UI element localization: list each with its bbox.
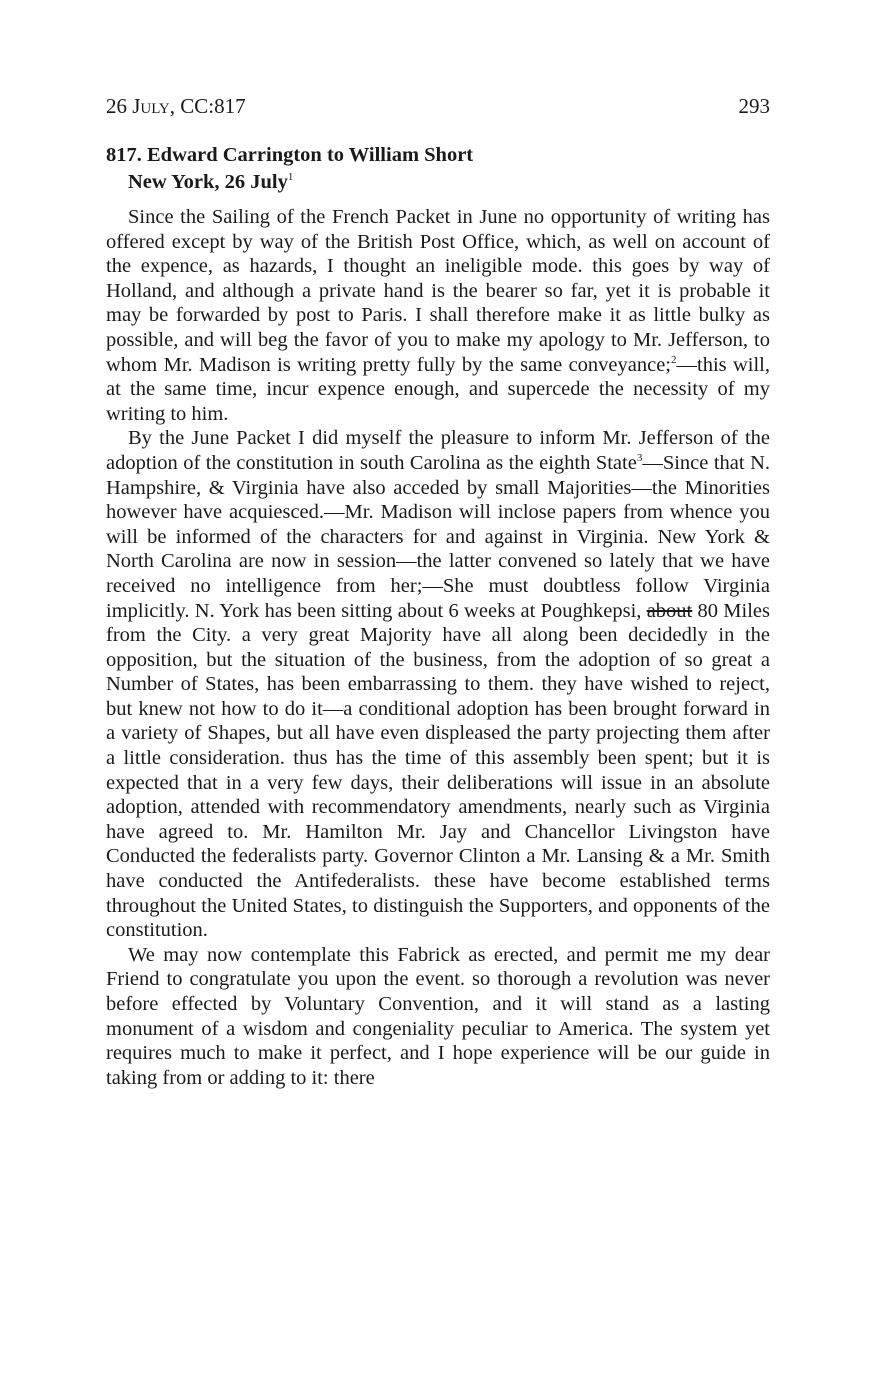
heading-place-date-text: New York, 26 July — [128, 171, 288, 193]
document-heading — [106, 142, 770, 196]
page-number: 293 — [738, 94, 770, 118]
paragraph-text: 80 Miles from the City. a very great Majority have all along been decidedly in the opposition, but the situation of the business, from the adoption of so great a Number of States, has been embarrassing to them. they have wished to reject, but knew not how to do it—a conditional adoption has been brought forward in a variety of Shapes, but all have even displeased the party projecting them after a little consideration. thus has the time of this assembly been spent; but it is expected that in a very few days, their deliberations will issue in an absolute adoption, attended with recommendatory amendments, nearly such as Virginia have agreed to. Mr. Hamilton Mr. Jay and Chancellor Livingston have Conducted the federalists party. Governor Clinton a Mr. Lansing & a Mr. Smith have conducted the Antifederalists. these have become established terms throughout the United States, to distinguish the Supporters, and opponents of the constitution. — [106, 599, 770, 942]
paragraph-text: —Since that N. Hampshire, & Virginia have also acceded by small Majorities—the Minorities however have acquiesced.—Mr. Madison will inclose papers from whence you will be informed of the characters for and against in Virginia. New York & North Carolina are now in session—the latter convened so lately that we have received no intelligence from her;—She must doubtless follow Virginia implicitly. N. York has been sitting about 6 weeks at Poughkepsi, — [106, 451, 770, 622]
struck-text: about — [646, 599, 693, 622]
running-head-day: 26 — [106, 94, 133, 118]
paragraph-text: —this will, at the same time, incur expence enough, and supercede the necessity of my writing to him. — [106, 353, 770, 425]
paragraph-text: We may now contemplate this Fabrick as erected, and permit me my dear Friend to congratulate you upon the event. so thorough a revolution was never before effected by Voluntary Convention, and it will stand as a lasting monument of a wisdom and congeniality peculiar to America. The system yet requires much to make it perfect, and I hope experience will be our guide in taking from or adding to it: there — [106, 943, 770, 1089]
letter-body — [106, 205, 770, 1090]
footnote-ref: 2 — [671, 353, 677, 366]
paragraph-text: By the June Packet I did myself the pleasure to inform Mr. Jefferson of the adoption of the constitution in south Carolina as the eighth State — [106, 427, 770, 474]
running-head-reference — [106, 92, 246, 120]
heading-title: 817. Edward Carrington to William Short — [106, 144, 474, 166]
paragraph-text: Since the Sailing of the French Packet in June no opportunity of writing has offered except by way of the British Post Office, which, as well on account of the expence, as hazards, I thought an ineligible mode. this goes by way of Holland, and although a private hand is the bearer so far, yet it is probable it may be forwarded by post to Paris. I shall therefore make it as little bulky as possible, and will beg the favor of you to make my apology to Mr. Jefferson, to whom Mr. Madison is writing pretty fully by the same conveyance; — [106, 206, 770, 376]
footnote-ref: 3 — [636, 452, 643, 465]
heading-place-date — [106, 169, 770, 196]
body-paragraph — [106, 426, 770, 942]
running-head-month: July — [132, 94, 170, 118]
heading-footnote-ref: 1 — [287, 171, 294, 184]
body-paragraph — [106, 205, 770, 426]
body-paragraph — [106, 943, 770, 1091]
running-head-doc-ref: , CC:817 — [169, 94, 246, 118]
